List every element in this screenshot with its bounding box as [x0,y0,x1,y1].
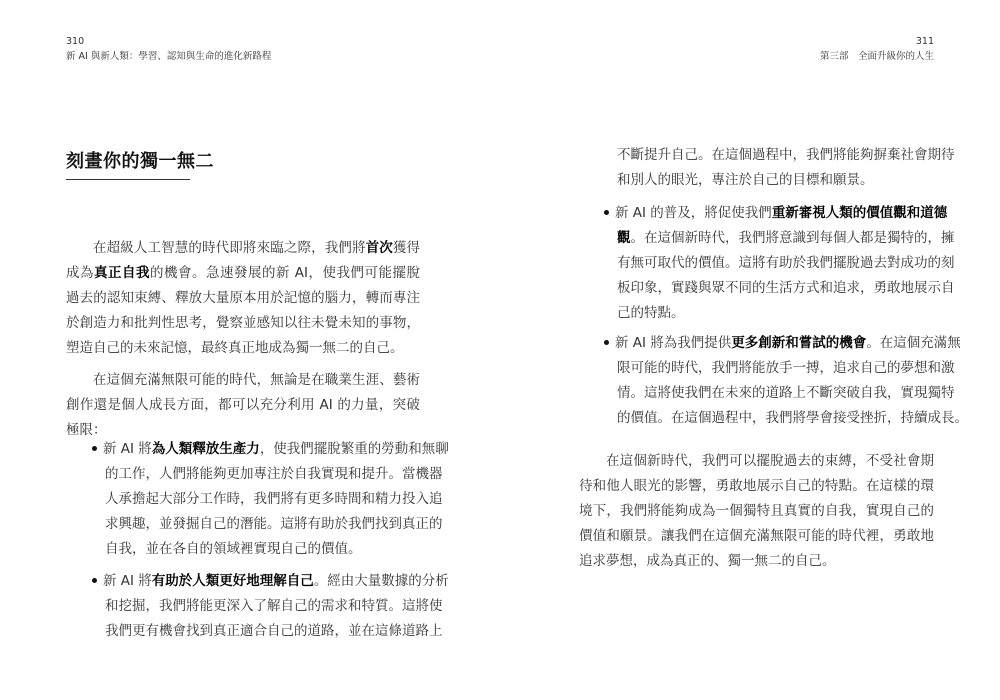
bullet-dot [92,578,97,583]
paragraph-possibilities: 在這個充滿無限可能的時代，無論是在職業生涯、藝術創作還是個人成長方面，都可以充分利用 AI 的力量，突破極限： [66,372,420,438]
text-run: 新 AI 將 [103,573,152,589]
emphasis: 首次 [365,240,393,256]
bullet-dot [604,340,609,345]
bullet-line [92,437,449,462]
bullet-line: 我們更有機會找到真正適合自己的道路，並在這條道路上 [105,623,443,639]
chapter-title: 刻畫你的獨一無二 [66,147,190,180]
bullet-line [604,331,961,356]
bullet-line: 不斷提升自己。在這個過程中，我們將能夠摒棄社會期待 [617,147,955,163]
text-run: 新 AI 將 [103,441,152,457]
page-number: 311 [915,36,934,47]
bullet-line [604,201,947,226]
text-run: 。在這個新時代，我們將意識到每個人都是獨特的，擁 [630,230,955,246]
text-run: ，使我們擺脫繁重的勞動和無聊 [259,441,449,457]
bullet-line: 己的特點。 [617,305,685,321]
bullet-line: 有無可取代的價值。這將有助於我們擺脫過去對成功的刻 [617,255,955,271]
text-run: 。在這個充滿無 [866,335,961,351]
right-page [500,0,1000,700]
bullet-line: 人承擔起大部分工作時，我們將有更多時間和精力投入追 [105,491,443,507]
emphasis: 有助於人類更好地理解自己 [151,573,314,589]
emphasis: 重新審視人類的價值觀和道德 [771,205,948,221]
bullet-dot [92,446,97,451]
emphasis: 觀 [617,230,631,246]
text-run: 新 AI 的普及，將促使我們 [615,205,772,221]
emphasis: 更多創新和嘗試的機會 [731,335,867,351]
bullet-line: 板印象，實踐與眾不同的生活方式和追求，勇敢地展示自 [617,280,955,296]
text-run: 。經由大量數據的分析 [313,573,449,589]
bullet-dot [604,210,609,215]
bullet-line: 的價值。在這個過程中，我們將學會接受挫折，持續成長。 [617,410,968,426]
emphasis: 真正自我 [94,265,150,281]
running-title: 第三部 全面升級你的人生 [819,51,934,62]
bullet-line: 和別人的眼光，專注於自己的目標和願景。 [617,172,874,188]
bullet-line: 和挖掘，我們將能更深入了解自己的需求和特質。這將使 [105,598,443,614]
page-number: 310 [66,36,85,47]
paragraph-conclusion: 在這個新時代，我們可以擺脫過去的束縛，不受社會期待和他人眼光的影響，勇敢地展示自己的特點。在這樣的環境下，我們將能夠成為一個獨特且真實的自我，實現自己的價值和願景。讓我們在這個充滿無限可能的時代裡，勇敢地追求夢想，成為真正的、獨一無二的自己。 [579,453,934,569]
paragraph-intro [66,236,420,361]
bullet-line: 情。這將使我們在未來的道路上不斷突破自我，實現獨特 [617,385,955,401]
bullet-line [92,569,449,594]
running-title: 新 AI 與新人類：學習、認知與生命的進化新路程 [66,51,272,62]
text-run: 在超級人工智慧的時代即將來臨之際，我們將 [93,240,366,256]
text-run: 的機會。急速發展的新 AI，使我們可能擺脫過去的認知束縛、釋放大量原本用於記憶的腦力，轉而專注於創造力和批判性思考，覺察並感知以往未覺未知的事物，塑造自己的未來記憶，最終真正地成為獨一無二的自己。 [66,265,420,356]
bullet-line [617,226,955,251]
text-run: 新 AI 將為我們提供 [615,335,732,351]
bullet-line: 求興趣，並發掘自己的潛能。這將有助於我們找到真正的 [105,516,443,532]
text-run: 獲得成為 [66,240,421,281]
emphasis: 為人類釋放生產力 [151,441,260,457]
bullet-line: 的工作，人們將能夠更加專注於自我實現和提升。當機器 [105,466,443,482]
bullet-line: 限可能的時代，我們將能放手一搏，追求自己的夢想和激 [617,360,955,376]
bullet-line: 自我，並在各自的領域裡實現自己的價值。 [105,541,362,557]
